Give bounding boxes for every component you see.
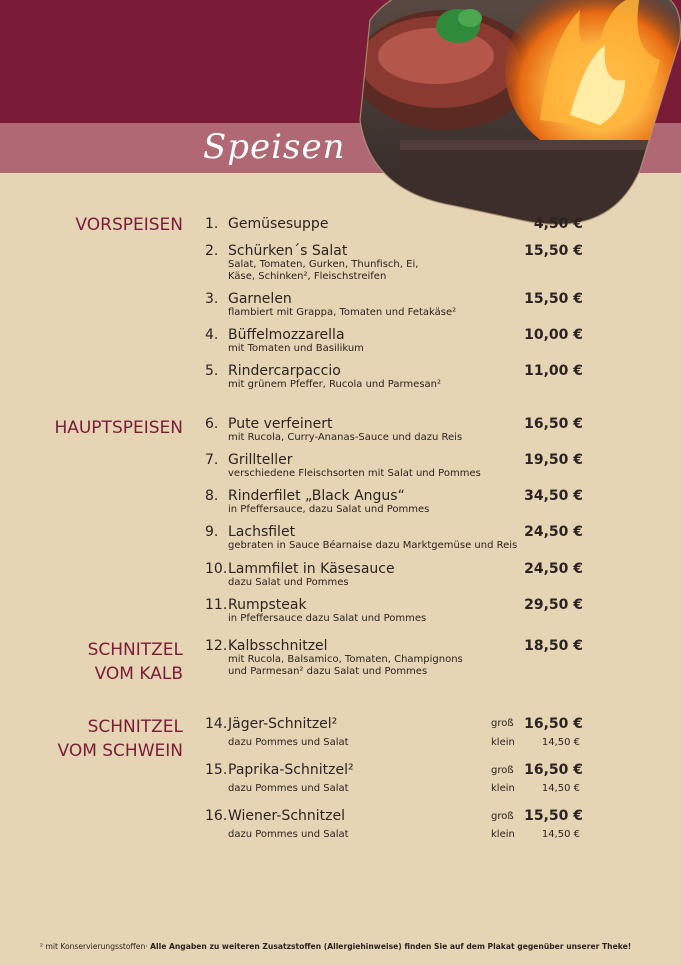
item-description: dazu Pommes und Salat: [228, 829, 349, 840]
item-number: 12.: [205, 638, 228, 654]
item-number: 6.: [205, 416, 219, 432]
section-label-line: SCHNITZEL: [87, 717, 183, 737]
item-name: Grillteller: [228, 452, 293, 468]
footnote-allergen-notice: Alle Angaben zu weiteren Zusatzstoffen (Allergiehinweise) finden Sie auf dem Plakat gegenüber unserer Theke!: [150, 942, 632, 951]
size-small-label: klein: [491, 829, 515, 840]
item-number: 4.: [205, 327, 219, 343]
item-number: 8.: [205, 488, 219, 504]
item-description: mit Tomaten und Basilikum: [228, 343, 364, 354]
size-large-label: groß: [491, 765, 514, 776]
section-schnitzel-schwein: [57, 715, 183, 763]
item-name: Jäger-Schnitzel²: [228, 716, 338, 732]
item-name: Paprika-Schnitzel²: [228, 762, 354, 778]
item-number: 9.: [205, 524, 219, 540]
item-price: 18,50 €: [524, 638, 583, 654]
size-small-label: klein: [491, 737, 515, 748]
item-name: Büffelmozzarella: [228, 327, 345, 343]
footnote: [40, 942, 640, 952]
item-number: 11.: [205, 597, 228, 613]
item-description: flambiert mit Grappa, Tomaten und Fetakäse²: [228, 307, 457, 318]
item-price-small: 14,50 €: [541, 829, 580, 840]
steak-photo: [340, 0, 681, 230]
section-label-line: VOM KALB: [94, 664, 183, 684]
size-small-label: klein: [491, 783, 515, 794]
item-number: 14.: [205, 716, 228, 732]
item-price-large: 15,50 €: [524, 808, 583, 824]
size-large-label: groß: [491, 811, 514, 822]
item-name: Rindercarpaccio: [228, 363, 341, 379]
size-large-label: groß: [491, 718, 514, 729]
item-name: Pute verfeinert: [228, 416, 333, 432]
item-price-large: 16,50 €: [524, 762, 583, 778]
item-price: 29,50 €: [524, 597, 583, 613]
item-price: 11,00 €: [524, 363, 583, 379]
item-number: 10.: [205, 561, 228, 577]
item-number: 16.: [205, 808, 228, 824]
item-price: 15,50 €: [524, 243, 583, 259]
item-name: Gemüsesuppe: [228, 216, 329, 232]
item-description: mit Rucola, Curry-Ananas-Sauce und dazu Reis: [228, 432, 463, 443]
item-number: 7.: [205, 452, 219, 468]
page-title: Speisen: [203, 127, 346, 167]
item-description: mit Rucola, Balsamico, Tomaten, Champignons: [228, 654, 463, 665]
item-description: mit grünem Pfeffer, Rucola und Parmesan²: [228, 379, 442, 390]
item-name: Rumpsteak: [228, 597, 307, 613]
item-description: dazu Pommes und Salat: [228, 737, 349, 748]
item-price: 19,50 €: [524, 452, 583, 468]
item-description: Salat, Tomaten, Gurken, Thunfisch, Ei, Käse, Schinken², Fleischstreifen: [228, 259, 419, 282]
item-number: 15.: [205, 762, 228, 778]
item-number: 3.: [205, 291, 219, 307]
item-name: Wiener-Schnitzel: [228, 808, 345, 824]
item-price-small: 14,50 €: [541, 737, 580, 748]
section-vorspeisen: VORSPEISEN: [75, 215, 183, 235]
item-description: gebraten in Sauce Béarnaise dazu Marktgemüse und Reis: [228, 540, 518, 551]
item-name: Rinderfilet „Black Angus“: [228, 488, 405, 504]
section-hauptspeisen: HAUPTSPEISEN: [54, 418, 183, 438]
item-price: 24,50 €: [524, 524, 583, 540]
item-description: in Pfeffersauce, dazu Salat und Pommes: [228, 504, 430, 515]
footnote-note: ² mit Konservierungsstoffen·: [40, 942, 148, 951]
item-name: Lachsfilet: [228, 524, 296, 540]
item-number: 5.: [205, 363, 219, 379]
section-label-line: VOM SCHWEIN: [57, 741, 183, 761]
section-schnitzel-kalb: [88, 638, 183, 686]
item-price: 16,50 €: [524, 416, 583, 432]
item-name: Kalbsschnitzel: [228, 638, 328, 654]
item-description: in Pfeffersauce dazu Salat und Pommes: [228, 613, 427, 624]
item-number: 2.: [205, 243, 219, 259]
section-label-line: SCHNITZEL: [87, 640, 183, 660]
item-price-large: 16,50 €: [524, 716, 583, 732]
item-price: 34,50 €: [524, 488, 583, 504]
item-name: Schürken´s Salat: [228, 243, 348, 259]
item-description: verschiedene Fleischsorten mit Salat und Pommes: [228, 468, 481, 479]
item-number: 1.: [205, 216, 219, 232]
item-price-small: 14,50 €: [541, 783, 580, 794]
item-description: dazu Salat und Pommes: [228, 577, 349, 588]
item-price: 10,00 €: [524, 327, 583, 343]
item-price: 4,50 €: [533, 216, 583, 232]
item-name: Garnelen: [228, 291, 292, 307]
item-price: 24,50 €: [524, 561, 583, 577]
item-name: Lammfilet in Käsesauce: [228, 561, 395, 577]
item-description: dazu Pommes und Salat: [228, 783, 349, 794]
item-description: und Parmesan² dazu Salat und Pommes: [228, 666, 428, 677]
item-price: 15,50 €: [524, 291, 583, 307]
